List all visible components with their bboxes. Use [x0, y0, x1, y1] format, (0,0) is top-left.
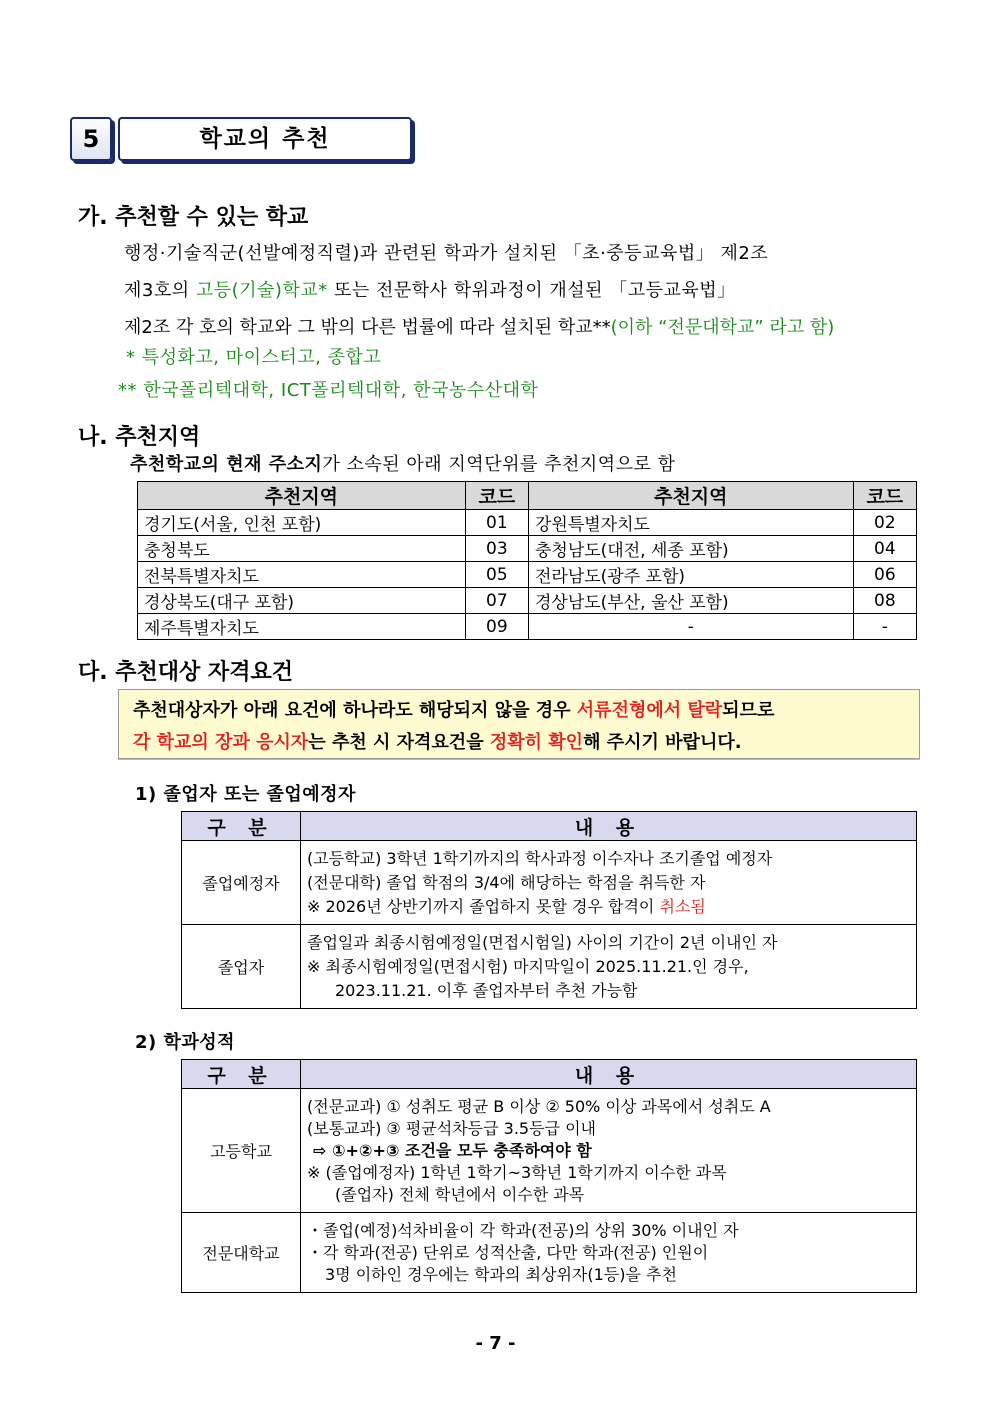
notice-line2: [133, 728, 742, 754]
notice2-b: 는 추천 시 자격요건을: [308, 732, 490, 753]
code-cell: 04: [853, 536, 916, 562]
code-cell: 01: [465, 510, 528, 536]
ga-line2-c: 또는 전문학사 학위과정이 개설된 「고등교육법」: [327, 280, 736, 301]
notice1-c: 되므로: [722, 700, 775, 721]
notice2-a: 각 학교의 장과 응시자: [133, 732, 309, 753]
ga-note2: ** 한국폴리텍대학, ICT폴리텍대학, 한국농수산대학: [118, 380, 539, 401]
cancel-text: 취소됨: [659, 896, 706, 916]
table-row: [182, 841, 917, 925]
region-cell: 경상남도(부산, 울산 포함): [528, 588, 853, 614]
page-number: - 7 -: [475, 1333, 516, 1354]
table-row: [138, 588, 917, 614]
code-cell: -: [853, 614, 916, 640]
content-line: 졸업일과 최종시험예정일(면접시험일) 사이의 기간이 2년 이내인 자: [307, 932, 778, 952]
row-label-expected: 졸업예정자: [182, 841, 301, 925]
ga-line1: 행정·기술직군(선발예정직렬)과 관련된 학과가 설치된 「초·중등교육법」 제2조: [124, 243, 769, 264]
heading-da: 다. 추천대상 자격요건: [78, 660, 293, 685]
table-header: [182, 812, 917, 841]
region-cell: 경상북도(대구 포함): [138, 588, 466, 614]
notice2-c: 정확히 확인: [489, 732, 584, 753]
notice-line1: [133, 696, 774, 722]
content-line: ※ 최종시험예정일(면접시험) 마지막일이 2025.11.21.인 경우,: [307, 956, 749, 976]
content-line: (보통교과) ③ 평균석차등급 3.5등급 이내: [307, 1118, 597, 1138]
code-cell: 06: [853, 562, 916, 588]
region-table: [137, 481, 917, 640]
content-line: (고등학교) 3학년 1학기까지의 학사과정 이수자나 조기졸업 예정자: [307, 848, 773, 868]
table-row: [138, 536, 917, 562]
notice2-d: 해 주시기 바랍니다.: [583, 732, 742, 753]
ga-note1: * 특성화고, 마이스터고, 종합고: [126, 347, 382, 368]
ga-line3: [124, 313, 834, 339]
code-cell: 07: [465, 588, 528, 614]
grades-table: [181, 1059, 917, 1293]
header-code-2: 코드: [853, 482, 916, 510]
code-cell: 08: [853, 588, 916, 614]
row-label-highschool: 고등학교: [182, 1089, 301, 1213]
code-cell: 09: [465, 614, 528, 640]
section-title: 학교의 추천: [118, 117, 412, 161]
graduate-table: [181, 811, 917, 1009]
region-table-header: [138, 482, 917, 510]
region-cell: 충청남도(대전, 세종 포함): [528, 536, 853, 562]
region-cell: -: [528, 614, 853, 640]
region-cell: 강원특별자치도: [528, 510, 853, 536]
header-code-1: 코드: [465, 482, 528, 510]
heading-na: 나. 추천지역: [78, 425, 201, 450]
content-line: (전문대학) 졸업 학점의 3/4에 해당하는 학점을 취득한 자: [307, 872, 706, 892]
na-desc-bold: 추천학교의 현재 주소지: [130, 454, 323, 475]
sub1-heading: 1) 졸업자 또는 졸업예정자: [135, 784, 356, 805]
table-row: [138, 510, 917, 536]
row-label-college: 전문대학교: [182, 1213, 301, 1293]
na-desc: [130, 450, 676, 476]
content-line: (졸업자) 전체 학년에서 이수한 과목: [335, 1184, 585, 1204]
ga-line2-a: 제3호의: [124, 280, 196, 301]
table-header: [182, 1060, 917, 1089]
header-category: 구 분: [182, 812, 301, 841]
notice-box: [118, 689, 920, 759]
na-desc-rest: 가 소속된 아래 지역단위를 추천지역으로 함: [322, 454, 676, 475]
heading-ga: 가. 추천할 수 있는 학교: [78, 205, 309, 230]
ga-line2-school: 고등(기술)학교*: [195, 280, 328, 301]
header-category: 구 분: [182, 1060, 301, 1089]
region-cell: 제주특별자치도: [138, 614, 466, 640]
notice1-b: 서류전형에서 탈락: [576, 700, 723, 721]
sub2-heading: 2) 학과성적: [135, 1032, 236, 1053]
row-label-graduate: 졸업자: [182, 925, 301, 1009]
code-cell: 03: [465, 536, 528, 562]
region-cell: 전라남도(광주 포함): [528, 562, 853, 588]
ga-line3-b: (이하 “전문대학교” 라고 함): [610, 317, 835, 338]
content-line: ・졸업(예정)석차비율이 각 학과(전공)의 상위 30% 이내인 자: [307, 1220, 739, 1240]
content-line: ・각 학과(전공) 단위로 성적산출, 다만 학과(전공) 인원이: [307, 1242, 709, 1262]
region-cell: 전북특별자치도: [138, 562, 466, 588]
header-content: 내 용: [301, 1060, 917, 1089]
code-cell: 05: [465, 562, 528, 588]
table-row: [138, 614, 917, 640]
ga-line3-a: 제2조 각 호의 학교와 그 밖의 다른 법률에 따라 설치된 학교**: [124, 317, 611, 338]
content-line: 2023.11.21. 이후 졸업자부터 추천 가능함: [335, 980, 638, 1000]
ga-line2: [124, 276, 736, 302]
content-line: (전문교과) ① 성취도 평균 B 이상 ② 50% 이상 과목에서 성취도 A: [307, 1096, 771, 1116]
header-content: 내 용: [301, 812, 917, 841]
header-region-2: 추천지역: [528, 482, 853, 510]
row-content-college: [301, 1213, 917, 1293]
region-cell: 경기도(서울, 인천 포함): [138, 510, 466, 536]
section-number: 5: [70, 117, 112, 161]
code-cell: 02: [853, 510, 916, 536]
table-row: [182, 1089, 917, 1213]
row-content-highschool: [301, 1089, 917, 1213]
table-row: [182, 925, 917, 1009]
table-row: [138, 562, 917, 588]
content-line: ※ (졸업예정자) 1학년 1학기~3학년 1학기까지 이수한 과목: [307, 1162, 727, 1182]
notice1-a: 추천대상자가 아래 요건에 하나라도 해당되지 않을 경우: [133, 700, 577, 721]
content-line: ※ 2026년 상반기까지 졸업하지 못할 경우 합격이: [307, 896, 660, 916]
row-content-expected: [301, 841, 917, 925]
header-region-1: 추천지역: [138, 482, 466, 510]
table-row: [182, 1213, 917, 1293]
row-content-graduate: [301, 925, 917, 1009]
content-line: ⇨ ①+②+③ 조건을 모두 충족하여야 함: [313, 1140, 592, 1160]
content-line: 3명 이하인 경우에는 학과의 최상위자(1등)을 추천: [325, 1264, 677, 1284]
region-cell: 충청북도: [138, 536, 466, 562]
